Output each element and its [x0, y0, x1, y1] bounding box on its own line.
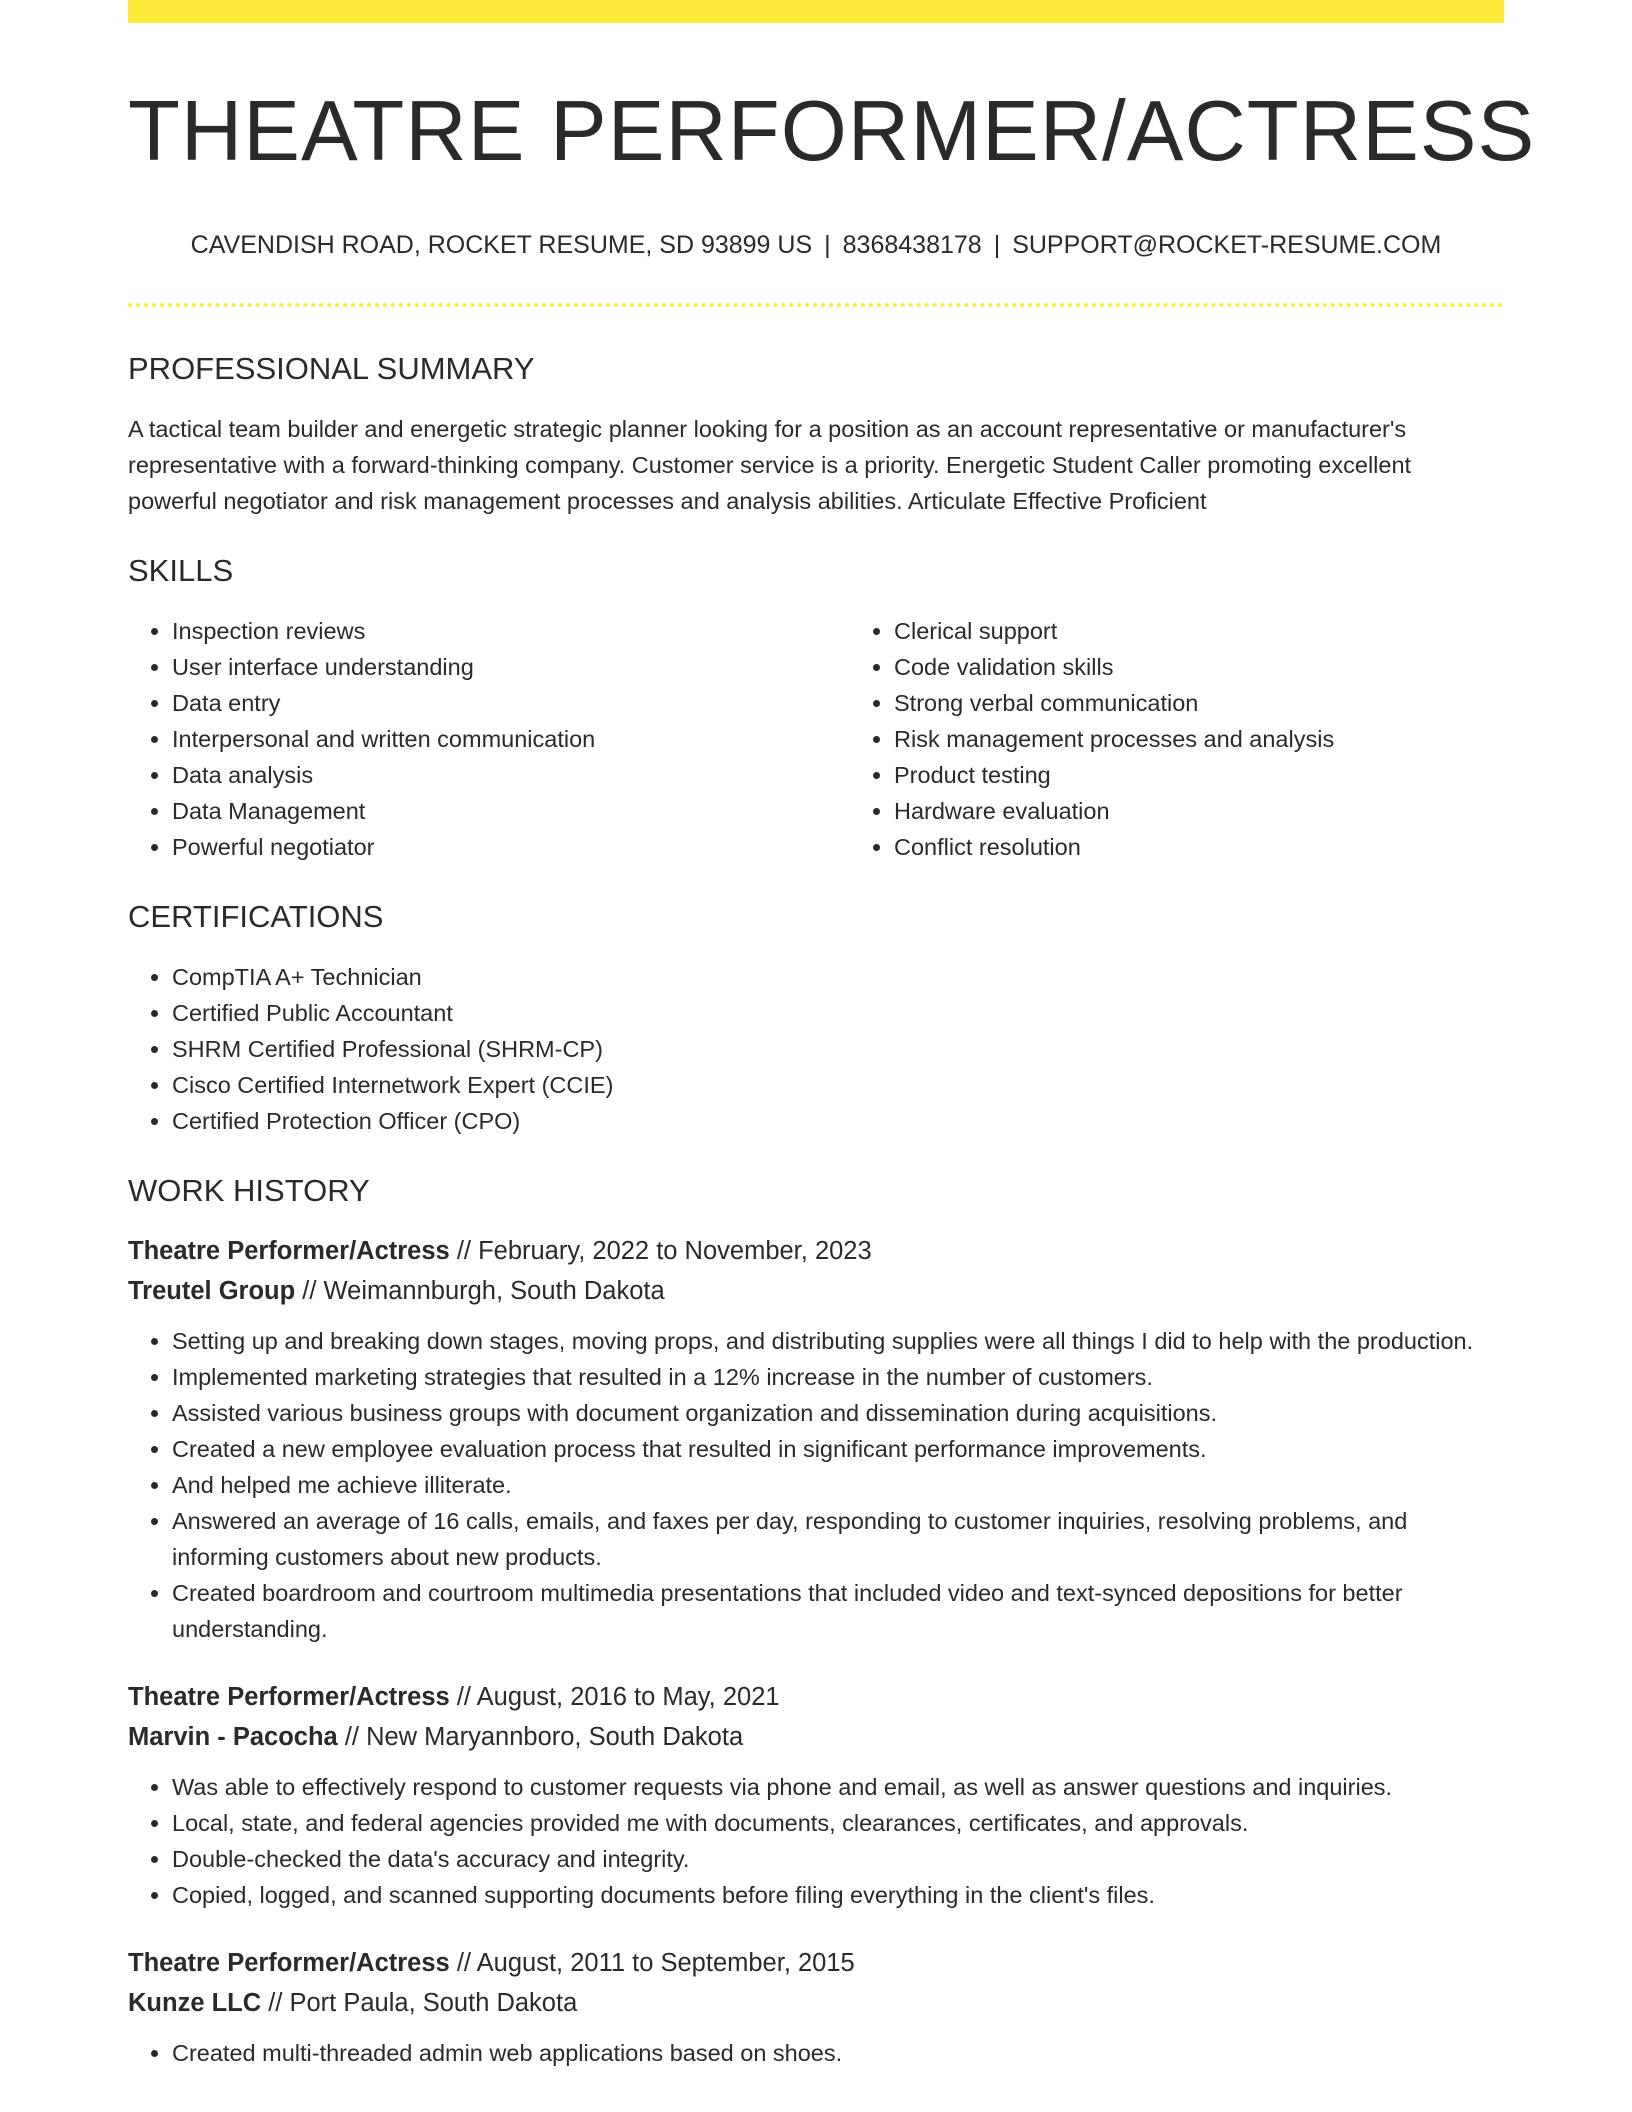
job-bullet: • Setting up and breaking down stages, moving props, and distributing supplies were all things I did to help with the production. [172, 1323, 1504, 1359]
job-entry [128, 1943, 1504, 2071]
job-dates: // August, 2016 to May, 2021 [449, 1683, 780, 1711]
accent-bar [128, 0, 1504, 23]
skill-item: • Data analysis [172, 757, 850, 793]
job-company: Kunze LLC [128, 1989, 262, 2017]
resume-page [128, 0, 1536, 2071]
phone[interactable]: 8368438178 [842, 231, 982, 259]
job-bullet: • Assisted various business groups with document organization and dissemination during acquisitions. [172, 1395, 1504, 1431]
contact-separator: | [824, 231, 831, 259]
skill-item: • Risk management processes and analysis [894, 721, 1504, 757]
job-role-line [128, 1677, 1504, 1717]
job-role: Theatre Performer/Actress [128, 1949, 450, 1977]
job-bullets [128, 1323, 1504, 1647]
certification-item: • SHRM Certified Professional (SHRM-CP) [172, 1031, 1504, 1067]
skills-column-right [850, 613, 1504, 865]
skill-item: • Strong verbal communication [894, 685, 1504, 721]
job-dates: // August, 2011 to September, 2015 [449, 1949, 855, 1977]
skill-item: • Conflict resolution [894, 829, 1504, 865]
skill-item: • Clerical support [894, 613, 1504, 649]
skills-heading: SKILLS [128, 553, 234, 588]
certification-item: • Certified Protection Officer (CPO) [172, 1103, 1504, 1139]
certification-item: • Certified Public Accountant [172, 995, 1504, 1031]
work-history-heading: WORK HISTORY [128, 1173, 370, 1208]
job-bullets [128, 1769, 1504, 1913]
job-bullet: • Was able to effectively respond to customer requests via phone and email, as well as answer questions and inquiries. [172, 1769, 1504, 1805]
certification-item: • CompTIA A+ Technician [172, 959, 1504, 995]
resume-title: THEATRE PERFORMER/ACTRESS [128, 84, 1536, 179]
summary-heading: PROFESSIONAL SUMMARY [128, 351, 535, 386]
skills-list [128, 613, 1504, 865]
certifications-heading: CERTIFICATIONS [128, 899, 384, 934]
job-location: // Port Paula, South Dakota [261, 1989, 578, 2017]
email-link[interactable]: SUPPORT@ROCKET-RESUME.COM [1012, 231, 1442, 259]
job-entry [128, 1231, 1504, 1647]
skill-item: • User interface understanding [172, 649, 850, 685]
job-role: Theatre Performer/Actress [128, 1237, 450, 1265]
contact-separator: | [993, 231, 1001, 259]
dotted-divider [128, 303, 1504, 307]
skill-item: • Product testing [894, 757, 1504, 793]
skill-item: • Interpersonal and written communication [172, 721, 850, 757]
skill-item: • Code validation skills [894, 649, 1504, 685]
job-bullet: • Implemented marketing strategies that resulted in a 12% increase in the number of customers. [172, 1359, 1504, 1395]
skill-item: • Data Management [172, 793, 850, 829]
certification-item: • Cisco Certified Internetwork Expert (CCIE) [172, 1067, 1504, 1103]
job-company: Marvin - Pacocha [128, 1723, 338, 1751]
job-bullet: • Created boardroom and courtroom multimedia presentations that included video and text-synced depositions for better understanding. [172, 1575, 1504, 1647]
skill-item: • Powerful negotiator [172, 829, 850, 865]
skill-item: • Data entry [172, 685, 850, 721]
summary-text: A tactical team builder and energetic strategic planner looking for a position as an account representative or manufacturer's representative with a forward-thinking company. Customer service is a priority. Energetic Student Caller promoting excellent powerful negotiator and risk management processes and analysis abilities. Articulate Effective Proficient [128, 416, 1412, 514]
job-bullet: • Created multi-threaded admin web applications based on shoes. [172, 2035, 1504, 2071]
job-role: Theatre Performer/Actress [128, 1683, 450, 1711]
certifications-list [128, 959, 1504, 1139]
skills-column-left [128, 613, 850, 865]
job-role-line [128, 1231, 1504, 1271]
job-bullets [128, 2035, 1504, 2071]
job-company-line [128, 1271, 1504, 1311]
job-bullet: • Created a new employee evaluation process that resulted in significant performance improvements. [172, 1431, 1504, 1467]
job-role-line [128, 1943, 1504, 1983]
job-bullet: • Answered an average of 16 calls, emails, and faxes per day, responding to customer inquiries, resolving problems, and informing customers about new products. [172, 1503, 1504, 1575]
job-location: // Weimannburgh, South Dakota [295, 1277, 665, 1305]
job-company-line [128, 1717, 1504, 1757]
job-entry [128, 1677, 1504, 1913]
skill-item: • Hardware evaluation [894, 793, 1504, 829]
contact-line [128, 230, 1504, 260]
job-dates: // February, 2022 to November, 2023 [449, 1237, 872, 1265]
job-bullet: • Local, state, and federal agencies provided me with documents, clearances, certificates, and approvals. [172, 1805, 1504, 1841]
job-bullet: • Copied, logged, and scanned supporting documents before filing everything in the client's files. [172, 1877, 1504, 1913]
job-company-line [128, 1983, 1504, 2023]
job-bullet: • And helped me achieve illiterate. [172, 1467, 1504, 1503]
job-location: // New Maryannboro, South Dakota [337, 1723, 744, 1751]
job-bullet: • Double-checked the data's accuracy and integrity. [172, 1841, 1504, 1877]
address: CAVENDISH ROAD, ROCKET RESUME, SD 93899 US [190, 231, 813, 259]
job-company: Treutel Group [128, 1277, 296, 1305]
skill-item: • Inspection reviews [172, 613, 850, 649]
